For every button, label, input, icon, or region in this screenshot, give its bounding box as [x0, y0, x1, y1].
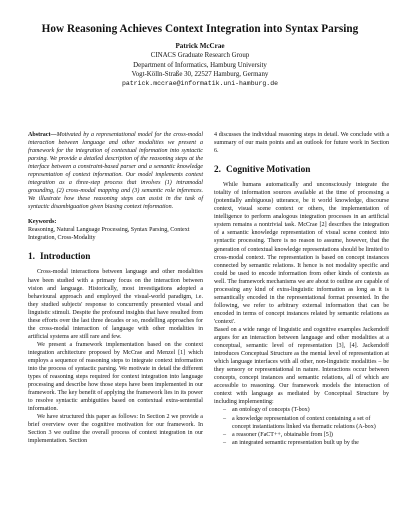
section-heading-cognitive-motivation [214, 165, 389, 176]
section-heading-introduction [28, 252, 203, 263]
list-item [214, 439, 389, 447]
dash-bullet-icon: – [223, 415, 227, 422]
author-address: Vogt-Kölln-Straße 30, 22527 Hamburg, Germany [131, 70, 269, 78]
abstract-paragraph [28, 131, 203, 211]
abstract-label: Abstract [28, 132, 51, 138]
list-item-text: an ontology of concepts (T-box) [232, 407, 310, 414]
intro-paragraph-3: We have structured this paper as follows: In Section 2 we provide a brief overview over the cognitive motivation for our framework. In Section 3 we outline the overall process of context integration in our implementation. Section [28, 414, 203, 445]
list-item [214, 431, 389, 439]
author-block [0, 42, 400, 89]
right-column [214, 131, 389, 447]
author-department: Department of Informatics, Hamburg University [133, 61, 267, 69]
section-title: Cognitive Motivation [225, 165, 311, 176]
left-column [28, 131, 203, 446]
abstract [28, 131, 203, 211]
framework-component-list [214, 406, 389, 446]
intro-paragraph-3-continued: 4 discusses the individual reasoning steps in detail. We conclude with a summary of our main points and an outlook for future work in Section 6. [214, 132, 389, 155]
list-item-text: an integrated semantic representation built up by the [232, 439, 359, 446]
cognitive-paragraph-2: Based on a wide range of linguistic and cognitive examples Jackendoff argues for an interaction between language and other modalities at a conceptual, semantic level of representation [3], [4]. Jackendoff introduces Conceptual Structure as the mental level of representation at which language interfaces with all other, non-linguistic modalities – be they sensory or representational in nature. Interactions occur between concepts, concept instances and semantic relations, all of which are accessible to reasoning. Our framework models the interaction of context with language as mediated by Conceptual Structure by including implementing: [214, 326, 389, 406]
list-item-text: a knowledge representation of context containing a set of concept instantiations linked via thematic relations (A-box) [232, 415, 376, 430]
section-title: Introduction [39, 252, 91, 263]
intro-paragraph-1: Cross-modal interactions between language and other modalities have been studied with a primary focus on the interaction between vision and language. Historically, most investigations adopted a behavioural approach and employed the visual-world paradigm, i.e. they studied subjects' response to concurrently presented visual and linguistic stimuli. Despite the profound insights that have resulted from these efforts over the last three decades or so, modelling approaches for the cross-modal interaction of language with other modalities in artificial systems are still rare and few. [28, 269, 203, 340]
section-number: 1. [28, 252, 35, 263]
abstract-separator: — [50, 132, 57, 138]
section-number: 2. [214, 165, 221, 176]
cognitive-paragraph-1: While humans automatically and unconsciously integrate the totality of information sources available at the time of processing a (potentially ambiguous) utterance, be it world knowledge, discourse context, visual scene context or others, the implementation of intelligence to perform analogous integration processes in an artificial system remains a nontrivial task. McCrae [2] describes the integration of a semantic knowledge representation of visual scene context into syntactic processing. There is no reason to assume, however, that the generation of contextual knowledge representations should be limited to cross-modal context. The representation is based on concept instances connected by semantic relations. It hence is not modality specific and could be used to encode information from other kinds of contexts as well. The framework mechanisms we are about to outline are capable of processing any kind of extra-linguistic information as long as it is semantically encoded in the representational format presented. In the following, we refer to arbitrary external information that can be encoded in terms of concept instances related by semantic relations as 'context'. [214, 182, 389, 325]
intro-paragraph-2: We present a framework implementation based on the context integration architecture proposed by McCrae and Menzel [1] which employs a sequence of reasoning steps to integrate context information into the process of syntactic parsing. We motivate in detail the different types of reasoning steps required for context integration into language processing and describe how those steps have been implemented in our framework. The key benefit of applying the framework lies in its power to resolve syntactic ambiguities based on contextual extra-sentential information. [28, 341, 203, 413]
author-email: patrick.mccrae@informatik.uni-hamburg.de [121, 80, 279, 88]
dash-bullet-icon: – [223, 439, 227, 446]
dash-bullet-icon: – [223, 431, 227, 438]
list-item [214, 406, 389, 414]
author-name: Patrick McCrae [175, 42, 225, 50]
keywords-label: Keywords: [28, 219, 57, 226]
abstract-text: Motivated by a representational model for the cross-modal interaction between language and other modalities we present a framework for the integration of contextual information into syntactic parsing. We provide a detailed description of the reasoning steps at the interface between a constraint-based parser and a semantic knowledge representation of context information. Our model implements context integration as a three-step process that involves (1) intramodal grounding, (2) cross-modal mapping and (3) semantic role inferences. We illustrate how these reasoning steps can assist in the task of syntactic disambiguation given biasing context information. [28, 132, 203, 211]
keywords-text: Reasoning, Natural Language Processing, Syntax Parsing, Context Integration, Cross-Modality [28, 227, 190, 242]
paper-title: How Reasoning Achieves Context Integration into Syntax Parsing [41, 23, 359, 35]
dash-bullet-icon: – [223, 407, 227, 414]
list-item-text: a reasoner (FaCT++, obtainable from [5]) [232, 431, 333, 438]
author-group: CINACS Graduate Research Group [150, 52, 250, 60]
list-item [214, 415, 389, 431]
